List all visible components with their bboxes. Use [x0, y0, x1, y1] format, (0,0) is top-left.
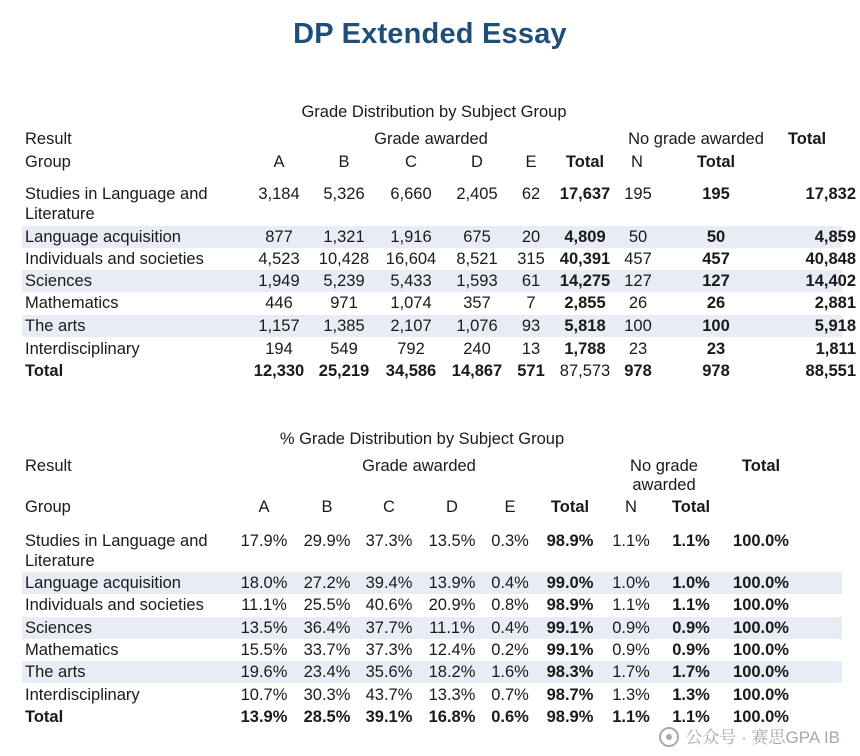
cell-e: 0.3% [491, 532, 529, 550]
t1-col-d: D [471, 153, 483, 171]
t1-col-e: E [525, 153, 537, 171]
cell-total: 87,573 [559, 362, 611, 380]
cell-a: 12,330 [253, 362, 305, 380]
table-row [22, 594, 842, 616]
cell-c: 37.3% [365, 532, 413, 550]
cell-n: 1.0% [612, 574, 650, 592]
cell-c: 37.7% [365, 619, 413, 637]
t1-col-a: A [273, 153, 285, 171]
row-label: Individuals and societies [25, 596, 204, 614]
row-label: Language acquisition [25, 574, 181, 592]
table-row [22, 226, 856, 248]
cell-grand: 5,918 [814, 317, 856, 335]
cell-total: 98.3% [546, 663, 594, 681]
cell-n: 457 [624, 250, 652, 268]
table-row [22, 661, 842, 683]
row-label: Mathematics [25, 294, 119, 312]
cell-a: 13.5% [240, 619, 288, 637]
cell-ng-total: 127 [702, 272, 730, 290]
cell-e: 0.8% [491, 596, 529, 614]
cell-c: 5,433 [390, 272, 432, 290]
cell-ng-total: 1.0% [672, 574, 710, 592]
t1-col-b: B [338, 153, 350, 171]
table-row [22, 338, 856, 360]
cell-n: 100 [624, 317, 652, 335]
row-label: Interdisciplinary [25, 340, 140, 358]
table-row [22, 531, 842, 571]
cell-e: 0.4% [491, 619, 529, 637]
cell-ng-total: 1.7% [672, 663, 710, 681]
cell-total: 99.0% [546, 574, 594, 592]
t2-header-group: Group [25, 498, 71, 516]
t2-col-n: N [625, 498, 637, 516]
cell-grand: 17,832 [805, 185, 856, 203]
cell-d: 20.9% [428, 596, 476, 614]
cell-grand: 100.0% [733, 686, 789, 704]
row-label: Language acquisition [25, 228, 181, 246]
cell-n: 26 [628, 294, 648, 312]
table2-title: % Grade Distribution by Subject Group [279, 430, 565, 448]
cell-d: 12.4% [428, 641, 476, 659]
table-row [22, 270, 856, 292]
cell-total: 17,637 [559, 185, 611, 203]
cell-a: 194 [265, 340, 293, 358]
cell-b: 27.2% [303, 574, 351, 592]
cell-a: 17.9% [240, 532, 288, 550]
cell-c: 1,916 [390, 228, 432, 246]
cell-n: 1.1% [612, 596, 650, 614]
cell-c: 6,660 [390, 185, 432, 203]
cell-grand: 14,402 [805, 272, 856, 290]
cell-ng-total: 0.9% [672, 641, 710, 659]
t1-col-c: C [405, 153, 417, 171]
t2-header-total: Total [741, 457, 781, 475]
cell-ng-total: 1.3% [672, 686, 710, 704]
row-label: Sciences [25, 272, 92, 290]
t2-col-total: Total [550, 498, 590, 516]
cell-grand: 100.0% [733, 574, 789, 592]
row-label: Total [25, 362, 64, 380]
cell-a: 10.7% [240, 686, 288, 704]
cell-d: 8,521 [456, 250, 498, 268]
cell-e: 0.4% [491, 574, 529, 592]
cell-a: 11.1% [241, 596, 287, 614]
row-label: Individuals and societies [25, 250, 204, 268]
t1-header-total: Total [787, 130, 827, 148]
cell-n: 1.1% [612, 532, 650, 550]
table-row [22, 684, 842, 706]
cell-n: 1.1% [612, 708, 650, 726]
table-row [22, 360, 856, 382]
cell-ng-total: 0.9% [672, 619, 710, 637]
watermark-text: 公众号 · 赛思GPA IB [685, 728, 840, 747]
cell-n: 50 [628, 228, 648, 246]
cell-n: 0.9% [612, 641, 650, 659]
table-row [22, 184, 856, 224]
cell-b: 1,385 [323, 317, 365, 335]
cell-ng-total: 457 [702, 250, 730, 268]
cell-d: 240 [463, 340, 491, 358]
cell-d: 16.8% [428, 708, 476, 726]
cell-d: 13.3% [428, 686, 476, 704]
cell-c: 2,107 [390, 317, 432, 335]
cell-c: 35.6% [365, 663, 413, 681]
cell-e: 7 [526, 294, 536, 312]
cell-total: 14,275 [559, 272, 611, 290]
t2-header-result: Result [25, 457, 72, 475]
cell-grand: 2,881 [814, 294, 856, 312]
row-label: Studies in Language and Literature [25, 532, 208, 570]
cell-c: 43.7% [365, 686, 413, 704]
cell-grand: 88,551 [805, 362, 856, 380]
watermark [659, 723, 840, 748]
cell-total: 2,855 [564, 294, 606, 312]
cell-d: 1,076 [456, 317, 498, 335]
t2-col-ng-total: Total [671, 498, 711, 516]
cell-ng-total: 195 [702, 185, 730, 203]
t2-col-e: E [504, 498, 516, 516]
cell-grand: 100.0% [733, 619, 789, 637]
row-label: The arts [25, 317, 86, 335]
cell-b: 29.9% [303, 532, 351, 550]
cell-e: 0.2% [491, 641, 529, 659]
cell-total: 98.9% [546, 708, 594, 726]
cell-ng-total: 1.1% [672, 532, 710, 550]
cell-e: 20 [521, 228, 541, 246]
t2-col-a: A [258, 498, 270, 516]
cell-b: 10,428 [318, 250, 370, 268]
cell-grand: 100.0% [733, 641, 789, 659]
row-label: Total [25, 708, 64, 726]
cell-ng-total: 23 [706, 340, 726, 358]
page-title: DP Extended Essay [293, 18, 567, 50]
cell-n: 0.9% [612, 619, 650, 637]
t2-col-c: C [383, 498, 395, 516]
cell-c: 792 [397, 340, 425, 358]
cell-grand: 4,859 [814, 228, 856, 246]
table-row [22, 315, 856, 337]
t1-header-grade-awarded: Grade awarded [374, 130, 488, 148]
cell-d: 13.9% [428, 574, 476, 592]
cell-ng-total: 26 [706, 294, 726, 312]
cell-b: 5,326 [323, 185, 365, 203]
cell-total: 1,788 [564, 340, 606, 358]
t1-header-result: Result [25, 130, 72, 148]
table-row [22, 639, 842, 661]
cell-ng-total: 100 [702, 317, 730, 335]
cell-b: 1,321 [323, 228, 365, 246]
cell-total: 98.9% [546, 532, 594, 550]
cell-a: 446 [265, 294, 293, 312]
cell-c: 1,074 [390, 294, 432, 312]
cell-c: 16,604 [385, 250, 437, 268]
cell-b: 28.5% [303, 708, 351, 726]
cell-total: 4,809 [564, 228, 606, 246]
cell-b: 5,239 [323, 272, 365, 290]
cell-grand: 100.0% [733, 708, 789, 726]
cell-c: 40.6% [365, 596, 413, 614]
cell-total: 98.7% [546, 686, 594, 704]
cell-grand: 40,848 [805, 250, 856, 268]
cell-total: 5,818 [564, 317, 606, 335]
table-row [22, 572, 842, 594]
t2-col-d: D [446, 498, 458, 516]
cell-b: 971 [330, 294, 358, 312]
cell-d: 14,867 [451, 362, 503, 380]
cell-grand: 100.0% [733, 532, 789, 550]
cell-e: 62 [521, 185, 541, 203]
cell-a: 18.0% [240, 574, 288, 592]
cell-total: 40,391 [559, 250, 611, 268]
cell-d: 357 [463, 294, 491, 312]
cell-n: 1.3% [612, 686, 650, 704]
cell-d: 1,593 [456, 272, 498, 290]
cell-b: 23.4% [303, 663, 351, 681]
cell-total: 99.1% [546, 619, 594, 637]
cell-b: 25,219 [318, 362, 370, 380]
table-row [22, 292, 856, 314]
cell-grand: 100.0% [733, 663, 789, 681]
cell-b: 30.3% [303, 686, 351, 704]
cell-b: 25.5% [303, 596, 351, 614]
t2-header-no-grade-line1: No grade [630, 457, 698, 475]
cell-a: 13.9% [240, 708, 288, 726]
t1-header-group: Group [25, 153, 71, 171]
row-label: Studies in Language and Literature [25, 185, 208, 223]
row-label: Mathematics [25, 641, 119, 659]
table-row [22, 248, 856, 270]
cell-b: 33.7% [303, 641, 351, 659]
cell-total: 98.9% [546, 596, 594, 614]
cell-e: 61 [521, 272, 541, 290]
table1-title: Grade Distribution by Subject Group [301, 103, 567, 121]
cell-ng-total: 978 [702, 362, 730, 380]
cell-n: 195 [624, 185, 652, 203]
cell-e: 1.6% [491, 663, 529, 681]
cell-c: 39.1% [365, 708, 413, 726]
t1-col-total: Total [565, 153, 605, 171]
cell-e: 0.6% [491, 708, 529, 726]
wechat-icon [659, 727, 679, 747]
t1-header-no-grade-awarded: No grade awarded [628, 130, 764, 148]
cell-c: 37.3% [365, 641, 413, 659]
cell-n: 1.7% [612, 663, 650, 681]
t2-header-grade-awarded: Grade awarded [362, 457, 476, 475]
cell-a: 19.6% [240, 663, 288, 681]
cell-ng-total: 50 [706, 228, 726, 246]
cell-ng-total: 1.1% [672, 596, 710, 614]
cell-a: 1,157 [258, 317, 300, 335]
cell-b: 549 [330, 340, 358, 358]
row-label: The arts [25, 663, 86, 681]
cell-e: 571 [517, 362, 545, 380]
cell-n: 978 [624, 362, 652, 380]
cell-d: 2,405 [456, 185, 498, 203]
cell-a: 877 [265, 228, 293, 246]
cell-ng-total: 1.1% [672, 708, 710, 726]
cell-n: 23 [628, 340, 648, 358]
t1-col-n: N [631, 153, 643, 171]
cell-e: 13 [521, 340, 541, 358]
cell-c: 34,586 [385, 362, 437, 380]
cell-e: 93 [521, 317, 541, 335]
t2-col-b: B [321, 498, 333, 516]
cell-n: 127 [624, 272, 652, 290]
cell-d: 13.5% [428, 532, 476, 550]
cell-grand: 1,811 [815, 340, 856, 358]
cell-e: 315 [517, 250, 545, 268]
cell-c: 39.4% [365, 574, 413, 592]
cell-grand: 100.0% [733, 596, 789, 614]
cell-e: 0.7% [491, 686, 529, 704]
row-label: Interdisciplinary [25, 686, 140, 704]
cell-total: 99.1% [546, 641, 594, 659]
cell-a: 3,184 [258, 185, 300, 203]
t2-header-no-grade-line2: awarded [632, 476, 696, 494]
cell-b: 36.4% [303, 619, 351, 637]
cell-a: 1,949 [258, 272, 300, 290]
row-label: Sciences [25, 619, 92, 637]
cell-a: 15.5% [240, 641, 288, 659]
cell-d: 11.1% [429, 619, 475, 637]
table-row [22, 617, 842, 639]
cell-d: 18.2% [428, 663, 476, 681]
t1-col-ng-total: Total [696, 153, 736, 171]
cell-a: 4,523 [258, 250, 300, 268]
cell-d: 675 [463, 228, 491, 246]
